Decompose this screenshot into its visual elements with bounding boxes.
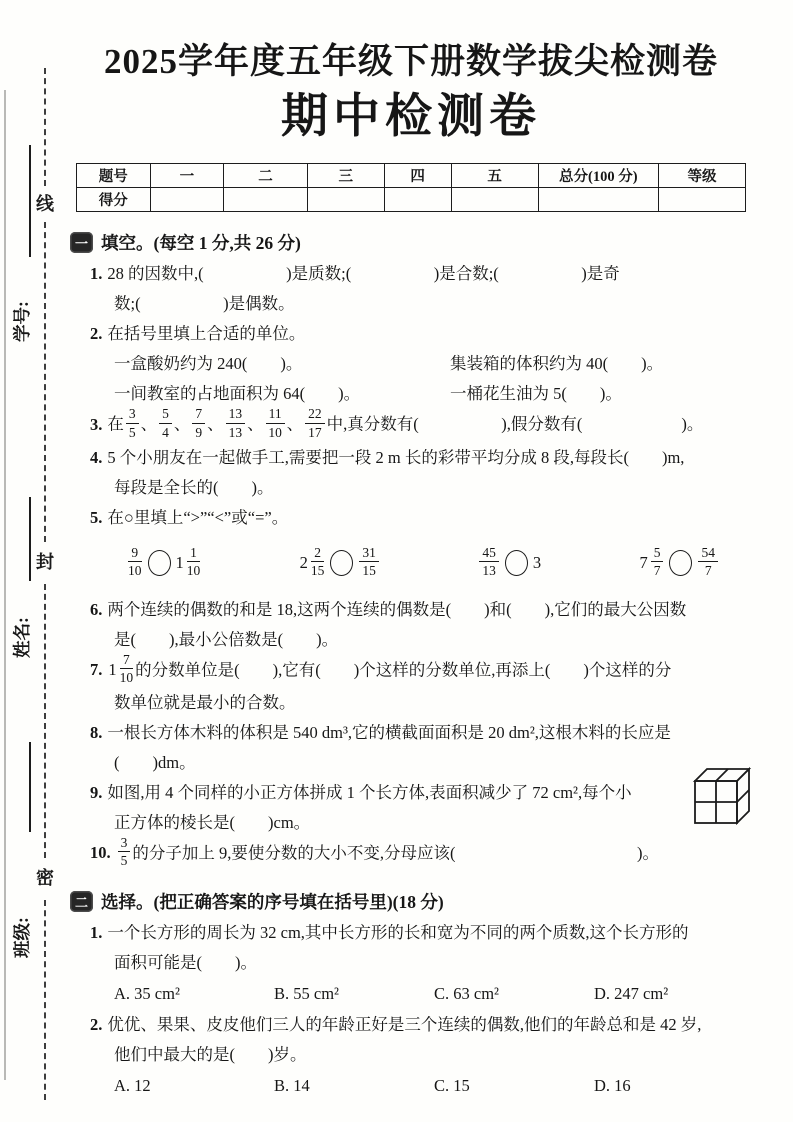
option-c: C. 15 xyxy=(434,1076,470,1096)
question-number: 6. xyxy=(90,599,103,619)
separator: 、 xyxy=(286,414,304,434)
question-number: 3. xyxy=(90,414,103,434)
question-text: 一间教室的占地面积为 64( )。 xyxy=(114,384,361,404)
fraction: $\frac{3}{5}$ xyxy=(126,406,139,439)
score-empty-cell xyxy=(384,188,451,212)
fraction: $\frac{54}{7}$ xyxy=(698,545,718,578)
question-text: 在 xyxy=(107,414,124,434)
seal-dashed-line xyxy=(44,222,46,542)
question-text: 一个长方形的周长为 32 cm,其中长方形的长和宽为不同的两个质数,这个长方形的 xyxy=(107,923,689,943)
units-row xyxy=(90,349,746,379)
options-row xyxy=(90,978,746,1010)
fraction: $\frac{9}{10}$ xyxy=(128,545,142,579)
question-text: 5 个小朋友在一起做手工,需要把一段 2 m 长的彩带平均分成 8 段,每段长( )m, xyxy=(107,447,685,467)
fraction: $\frac{7}{9}$ xyxy=(192,406,205,439)
question-text: 中,真分数有( ),假分数有( )。 xyxy=(326,414,704,434)
score-header-cell: 三 xyxy=(307,164,384,188)
score-row-label: 得分 xyxy=(77,188,151,212)
question-number: 1. xyxy=(90,264,103,284)
fraction: $\frac{1}{10}$ xyxy=(186,545,201,579)
question-number: 1. xyxy=(90,923,103,943)
seal-char-feng: 封 xyxy=(36,552,54,572)
question-3 xyxy=(90,406,746,442)
question-number: 9. xyxy=(90,782,103,802)
class-blank-line xyxy=(29,742,31,832)
question-text: 的分子加上 9,要使分数的大小不变,分母应该( )。 xyxy=(132,843,659,863)
seal-dashed-line xyxy=(44,900,46,1100)
question-number: 5. xyxy=(90,507,103,527)
score-table-value-row xyxy=(77,188,746,212)
cube-figure xyxy=(692,766,754,828)
section1-header xyxy=(70,230,746,255)
score-empty-cell xyxy=(150,188,224,212)
question-5 xyxy=(90,503,746,595)
option-b: B. 14 xyxy=(274,1076,310,1096)
separator: 、 xyxy=(247,414,264,434)
choice-question-2 xyxy=(90,1010,746,1102)
class-label: 班级: xyxy=(12,917,32,958)
comparison-item: $\frac{9}{10}$ 1 $\frac{1}{10}$ xyxy=(128,545,201,579)
score-table-header-row xyxy=(77,164,746,188)
fraction: $\frac{22}{17}$ xyxy=(305,406,325,439)
question-text: 优优、果果、皮皮他们三人的年龄正好是三个连续的偶数,他们的年龄总和是 42 岁, xyxy=(107,1015,702,1035)
score-header-cell: 题号 xyxy=(77,164,151,188)
fraction: $\frac{5}{7}$ xyxy=(651,545,664,578)
exam-subtitle: 期中检测卷 xyxy=(281,90,541,143)
fraction: $\frac{45}{13}$ xyxy=(479,545,499,578)
question-text: 在括号里填上合适的单位。 xyxy=(107,324,306,344)
fraction: $\frac{31}{15}$ xyxy=(359,545,379,578)
fraction: $\frac{11}{10}$ xyxy=(266,406,285,439)
exam-content xyxy=(76,40,746,1102)
student-id-label: 学号: xyxy=(12,301,32,342)
fraction: $\frac{7}{10}$ xyxy=(119,651,134,685)
section1-questions xyxy=(76,259,746,871)
comparison-circle xyxy=(669,550,692,576)
fraction: $\frac{3}{5}$ xyxy=(118,835,131,868)
question-1 xyxy=(90,259,746,319)
question-text: 的分数单位是( ),它有( )个这样的分数单位,再添上( )个这样的分 xyxy=(135,660,672,680)
comparison-item: 7 $\frac{5}{7}$ $\frac{54}{7}$ xyxy=(638,548,720,581)
section2-title: 选择。(把正确答案的序号填在括号里)(18 分) xyxy=(101,892,444,913)
question-number: 7. xyxy=(90,660,103,680)
separator: 、 xyxy=(207,414,224,434)
question-text: 两个连续的偶数的和是 18,这两个连续的偶数是( )和( ),它们的最大公因数 xyxy=(107,599,687,619)
question-text: 他们中最大的是( )岁。 xyxy=(114,1045,307,1065)
option-b: B. 55 cm² xyxy=(274,984,339,1004)
option-a: A. 35 cm² xyxy=(114,984,180,1004)
question-number: 2. xyxy=(90,1015,103,1035)
score-empty-cell xyxy=(451,188,538,212)
question-number: 8. xyxy=(90,722,103,742)
score-header-cell: 四 xyxy=(384,164,451,188)
comparison-circle xyxy=(505,550,528,576)
option-c: C. 63 cm² xyxy=(434,984,499,1004)
question-text: 一盒酸奶约为 240( )。 xyxy=(114,354,303,374)
question-text: 如图,用 4 个同样的小正方体拼成 1 个长方体,表面积减少了 72 cm²,每个小 xyxy=(107,782,632,802)
score-table xyxy=(76,163,746,212)
separator: 、 xyxy=(140,414,158,434)
question-text: 面积可能是( )。 xyxy=(114,953,257,973)
question-text: 在○里填上“>”“<”或“=”。 xyxy=(107,507,289,527)
question-text: 是( ),最小公倍数是( )。 xyxy=(114,629,339,649)
score-header-cell: 等级 xyxy=(658,164,745,188)
question-text: 一根长方体木料的体积是 540 dm³,它的横截面面积是 20 dm²,这根木料的长应是 xyxy=(107,722,671,742)
question-9 xyxy=(90,778,746,838)
question-6 xyxy=(90,595,746,655)
score-empty-cell xyxy=(538,188,658,212)
seal-dashed-line xyxy=(44,68,46,186)
separator: 、 xyxy=(173,414,191,434)
section1-badge-icon: 一 xyxy=(70,232,93,253)
options-row xyxy=(90,1070,746,1102)
question-number: 4. xyxy=(90,447,103,467)
question-number: 10. xyxy=(90,843,111,863)
question-text: 集装箱的体积约为 40( )。 xyxy=(450,354,664,374)
comparison-item: 2 $\frac{2}{15}$ $\frac{31}{15}$ xyxy=(299,548,381,581)
section2-badge-icon: 二 xyxy=(70,891,93,912)
units-row xyxy=(90,379,746,409)
question-text: 一桶花生油为 5( )。 xyxy=(450,384,622,404)
question-text: 每段是全长的( )。 xyxy=(114,477,274,497)
score-empty-cell xyxy=(307,188,384,212)
comparison-item: $\frac{45}{13}$ 3 xyxy=(477,548,542,581)
page-scan-edge xyxy=(4,90,6,1080)
score-empty-cell xyxy=(224,188,308,212)
name-blank-line xyxy=(29,497,31,581)
question-text: 数单位就是最小的合数。 xyxy=(114,692,296,712)
section2-header xyxy=(70,889,746,914)
question-text: 28 的因数中,( )是质数;( )是合数;( )是奇 xyxy=(107,264,620,284)
seal-dashed-line xyxy=(44,584,46,858)
question-8 xyxy=(90,718,746,778)
student-id-blank-line xyxy=(29,145,31,257)
score-header-cell: 总分(100 分) xyxy=(538,164,658,188)
score-header-cell: 五 xyxy=(451,164,538,188)
option-d: D. 247 cm² xyxy=(594,984,669,1004)
section2-questions xyxy=(76,918,746,1102)
question-4 xyxy=(90,443,746,503)
question-text: ( )dm。 xyxy=(114,752,196,772)
question-text: 正方体的棱长是( )cm。 xyxy=(114,812,311,832)
fraction: $\frac{13}{13}$ xyxy=(226,406,246,439)
option-d: D. 16 xyxy=(594,1076,631,1096)
comparison-circle xyxy=(330,550,353,576)
question-7: 7. 1 $\frac{7}{10}$ 的分数单位是( ),它有( )个这样的分数单位,再添上( )个这样的分 数单位就是最小的合数。 xyxy=(90,655,746,718)
choice-question-1 xyxy=(90,918,746,1010)
exam-title: 2025学年度五年级下册数学拔尖检测卷 xyxy=(103,42,718,81)
comparison-row xyxy=(90,533,746,595)
seal-char-mi: 密 xyxy=(36,868,54,888)
question-2 xyxy=(90,319,746,409)
score-header-cell: 二 xyxy=(224,164,308,188)
score-empty-cell xyxy=(658,188,745,212)
question-text: 数;( )是偶数。 xyxy=(114,294,295,314)
fraction: $\frac{5}{4}$ xyxy=(159,406,172,439)
question-10 xyxy=(90,834,746,871)
section1-title: 填空。(每空 1 分,共 26 分) xyxy=(101,233,301,254)
comparison-circle xyxy=(148,550,171,576)
score-header-cell: 一 xyxy=(150,164,224,188)
fraction: $\frac{2}{15}$ xyxy=(310,545,325,579)
option-a: A. 12 xyxy=(114,1076,151,1096)
name-label: 姓名: xyxy=(12,617,32,658)
question-number: 2. xyxy=(90,324,103,344)
seal-char-xian: 线 xyxy=(36,194,54,214)
